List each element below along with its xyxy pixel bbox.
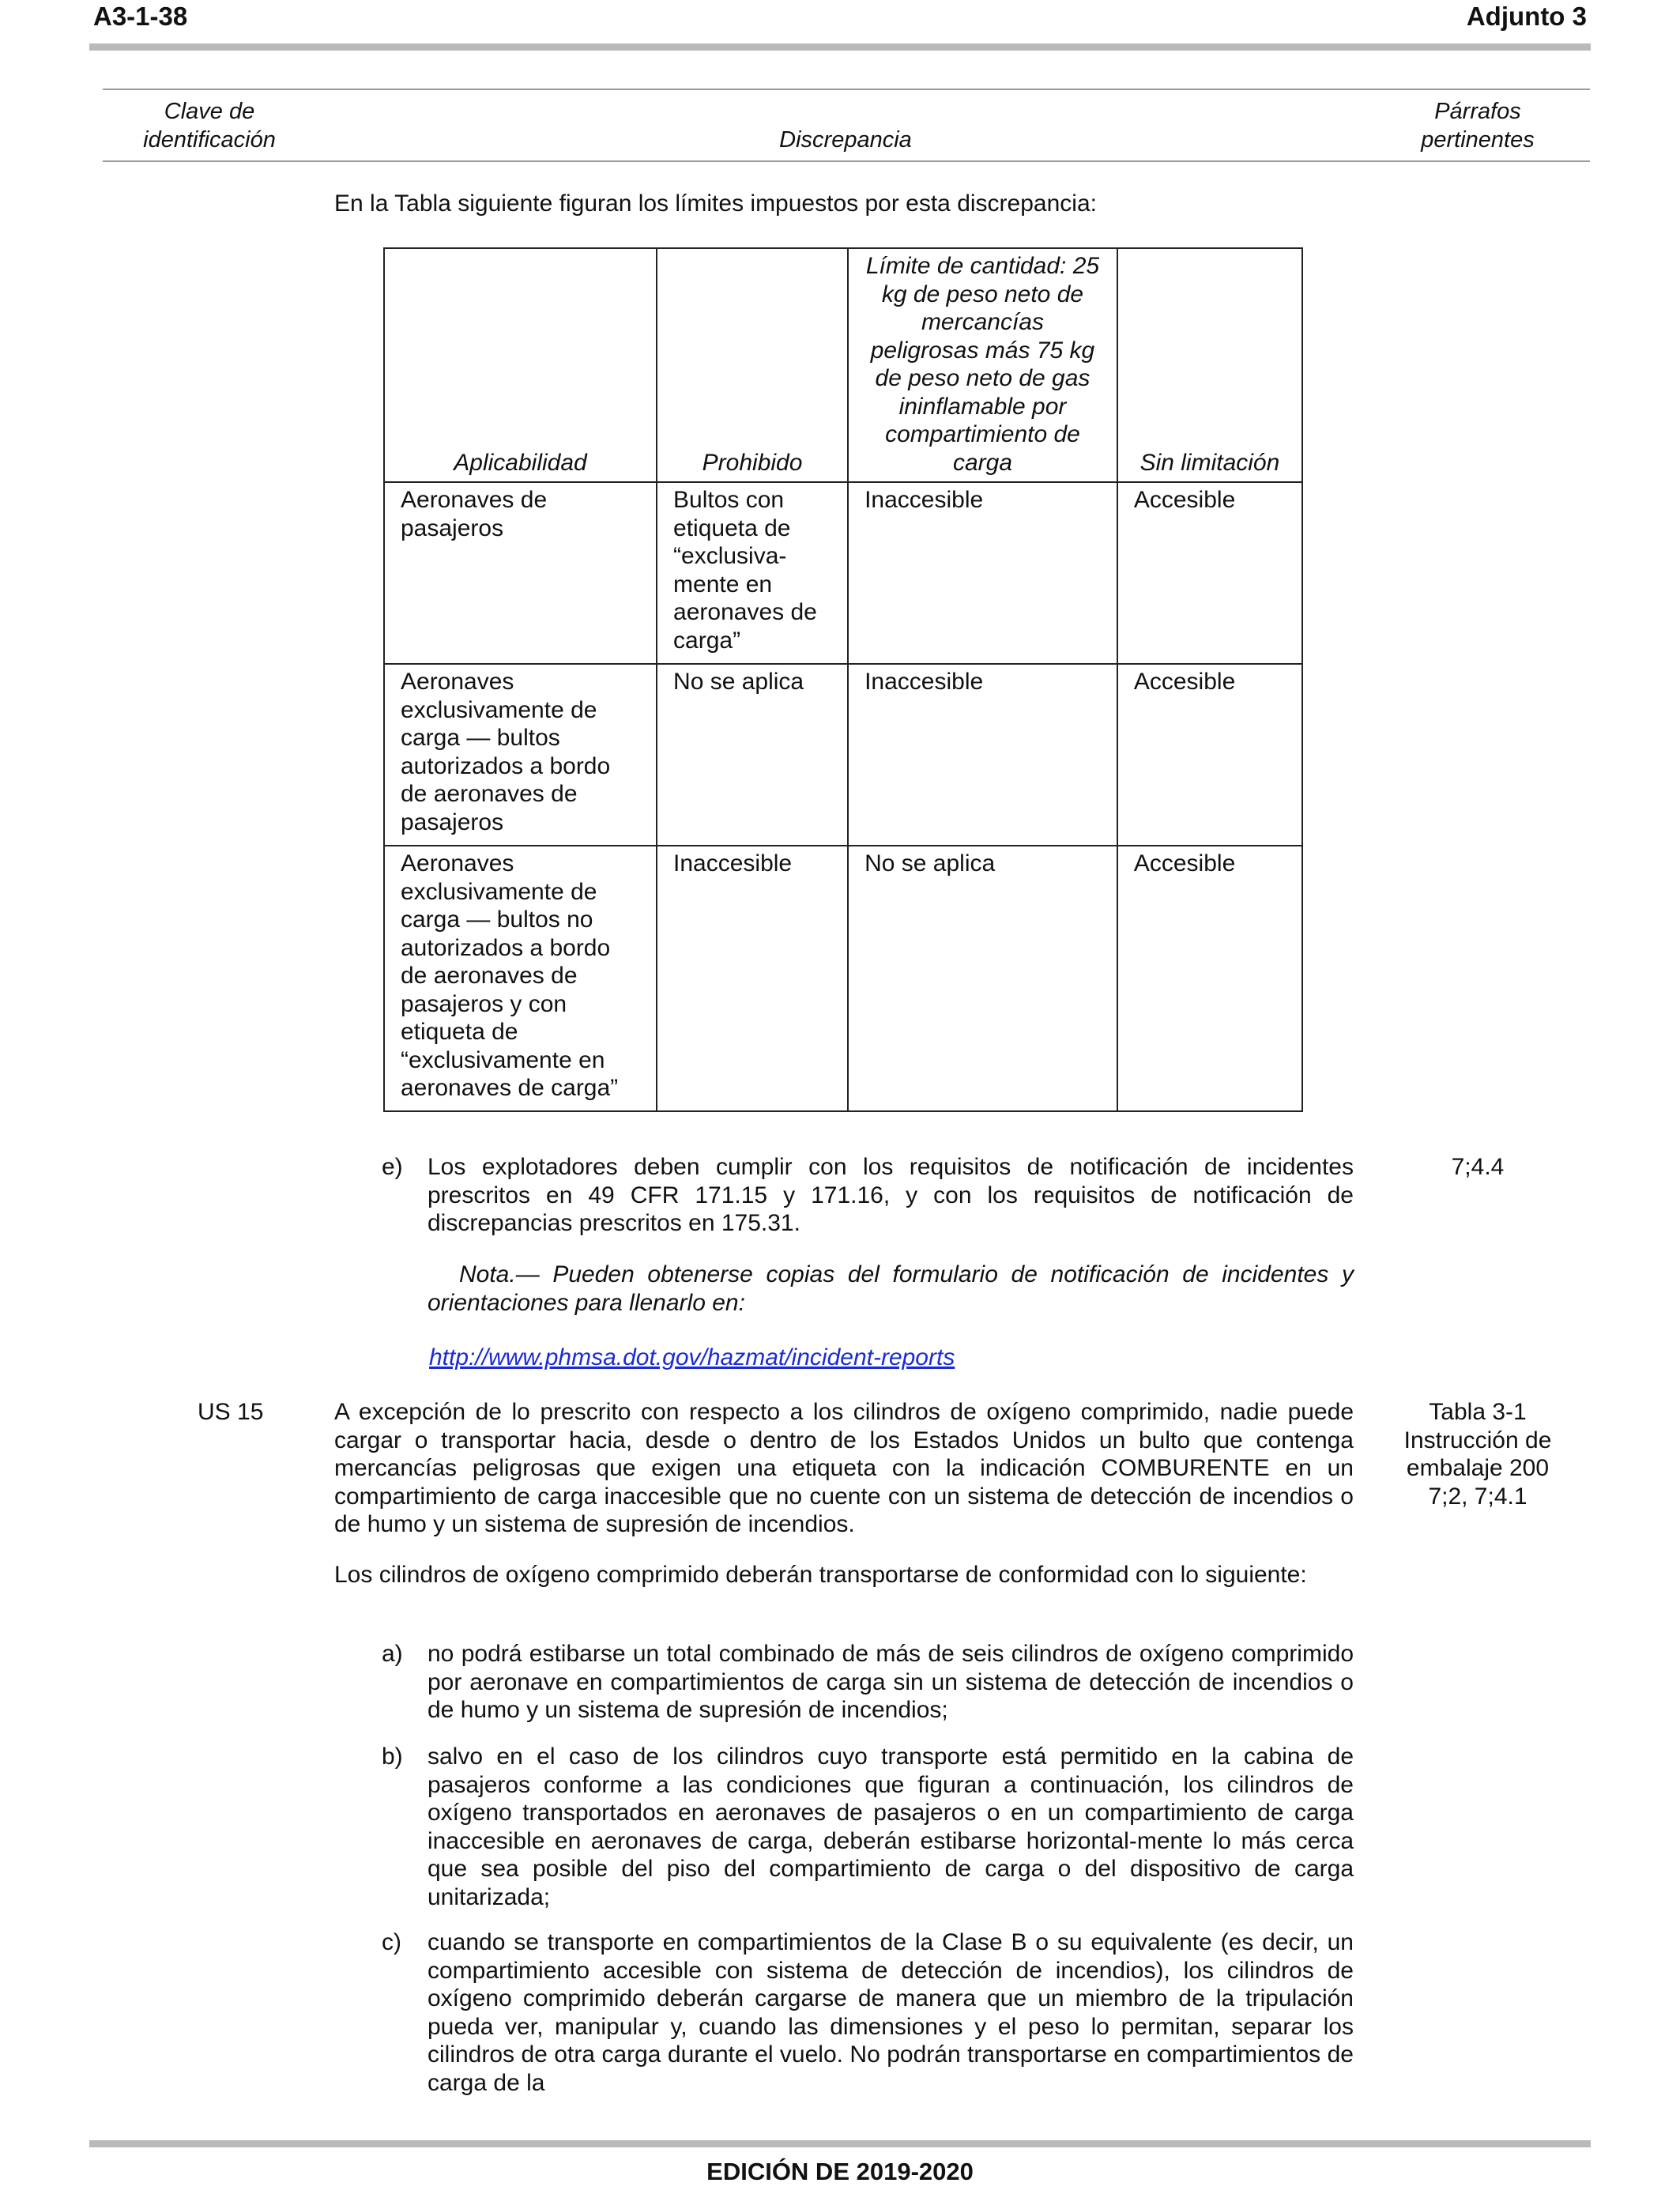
column-header-parrafos-line1: Párrafos: [1434, 99, 1521, 124]
note-text: Pueden obtenerse copias del formulario de notificación de incidentes y orientaciones para llenarlo en:: [428, 1261, 1354, 1316]
table-cell: Inaccesible: [848, 664, 1117, 846]
header-rule: [89, 43, 1591, 51]
column-header-top-rule: [103, 89, 1590, 90]
table-intro: En la Tabla siguiente figuran los límites impuestos por esta discrepancia:: [334, 190, 1097, 217]
item-e-label: e): [382, 1154, 403, 1180]
column-header-discrepancia: Discrepancia: [779, 127, 912, 153]
us15-reference-line: Instrucción de: [1403, 1427, 1552, 1453]
header-aplicabilidad: Aplicabilidad: [384, 248, 657, 482]
table-cell: Inaccesible: [848, 482, 1117, 664]
column-header-parrafos: [1383, 97, 1573, 154]
table-cell: Inaccesible: [657, 846, 848, 1111]
us15-paragraph-2: Los cilindros de oxígeno comprimido deberán transportarse de conformidad con lo siguiente:: [334, 1562, 1307, 1588]
edition-footer: EDICIÓN DE 2019-2020: [706, 2158, 974, 2185]
table-cell: No se aplica: [848, 846, 1117, 1111]
list-item-b-text: salvo en el caso de los cilindros cuyo transporte está permitido en la cabina de pasajeros conforme a las condiciones que figuran a continuación, los cilindros de oxígeno transportados en aeronaves de pasajeros o en un compartimiento de carga inaccesible en aeronaves de carga, deberán estibarse horizontal-mente lo más cerca que sea posible del piso del compartimiento de carga o del dispositivo de carga unitarizada;: [428, 1744, 1354, 1910]
column-header-bottom-rule: [103, 160, 1590, 162]
item-e-text: Los explotadores deben cumplir con los requisitos de notificación de incidentes prescritos en 49 CFR 171.15 y 171.16, y con los requisitos de notificación de discrepancias prescritos en 175.31.: [428, 1154, 1354, 1236]
table-cell: Aeronaves de pasajeros: [384, 482, 657, 664]
item-e-reference: 7;4.4: [1451, 1154, 1505, 1180]
table-cell: No se aplica: [657, 664, 848, 846]
table-cell: Bultos con etiqueta de “exclusiva-mente en aeronaves de carga”: [657, 482, 848, 664]
note: [428, 1261, 1354, 1317]
table-cell: Accesible: [1117, 664, 1302, 846]
limits-table-header-row: [384, 248, 1302, 482]
table-cell: Aeronaves exclusivamente de carga — bultos autorizados a bordo de aeronaves de pasajeros: [384, 664, 657, 846]
header-prohibido: Prohibido: [657, 248, 848, 482]
table-cell: Aeronaves exclusivamente de carga — bultos no autorizados a bordo de aeronaves de pasajeros y con etiqueta de “exclusivamente en aeronaves de carga”: [384, 846, 657, 1111]
list-item-a-text: no podrá estibarse un total combinado de más de seis cilindros de oxígeno comprimido por aeronave en compartimientos de carga sin un sistema de detección de incendios o de humo y un sistema de supresión de incendios;: [428, 1641, 1354, 1723]
identification-key-us15: US 15: [198, 1399, 264, 1425]
us15-reference-line: Tabla 3-1: [1429, 1399, 1527, 1425]
header-sin-limitacion: Sin limitación: [1117, 248, 1302, 482]
list-item-c-label: c): [382, 1929, 401, 1955]
note-lead: Nota.—: [459, 1261, 540, 1287]
table-cell: Accesible: [1117, 482, 1302, 664]
attachment-label: Adjunto 3: [1466, 2, 1587, 31]
page-number: A3-1-38: [93, 2, 188, 31]
column-header-clave: [119, 97, 300, 154]
list-item-c-text: cuando se transporte en compartimientos de la Clase B o su equivalente (es decir, un compartimiento accesible con sistema de detección de incendios), los cilindros de oxígeno comprimido deberán cargarse de manera que un miembro de la tripulación pueda ver, manipular y, cuando las dimensiones y el peso lo permitan, separar los cilindros de otra carga durante el vuelo. No podrán transportarse en compartimientos de carga de la: [428, 1929, 1354, 2096]
column-header-clave-line2: identificación: [143, 127, 276, 153]
limits-table: [383, 247, 1303, 1112]
table-cell: Accesible: [1117, 846, 1302, 1111]
header-limite-cantidad: Límite de cantidad: 25 kg de peso neto de mercancías peligrosas más 75 kg de peso neto de gas ininflamable por compartimiento de carga: [848, 248, 1117, 482]
us15-reference-line: embalaje 200: [1406, 1455, 1550, 1481]
footer-rule: [89, 2140, 1591, 2147]
list-item-b-label: b): [382, 1744, 403, 1770]
column-header-parrafos-line2: pertinentes: [1421, 127, 1535, 153]
list-item-a-label: a): [382, 1641, 403, 1667]
table-row: [384, 664, 1302, 846]
table-row: [384, 846, 1302, 1111]
table-row: [384, 482, 1302, 664]
us15-reference-line: 7;2, 7;4.1: [1428, 1483, 1527, 1510]
us15-paragraph-1: A excepción de lo prescrito con respecto a los cilindros de oxígeno comprimido, nadie puede cargar o transportar hacia, desde o dentro de los Estados Unidos un bulto que contenga mercancías peligrosas que exigen una etiqueta con la indicación COMBURENTE en un compartimiento de carga inaccesible que no cuente con un sistema de detección de incendios o de humo y un sistema de supresión de incendios.: [334, 1399, 1354, 1537]
incident-reports-link[interactable]: http://www.phmsa.dot.gov/hazmat/incident-reports: [429, 1344, 955, 1370]
us15-references: [1383, 1398, 1573, 1510]
column-header-clave-line1: Clave de: [164, 99, 255, 124]
